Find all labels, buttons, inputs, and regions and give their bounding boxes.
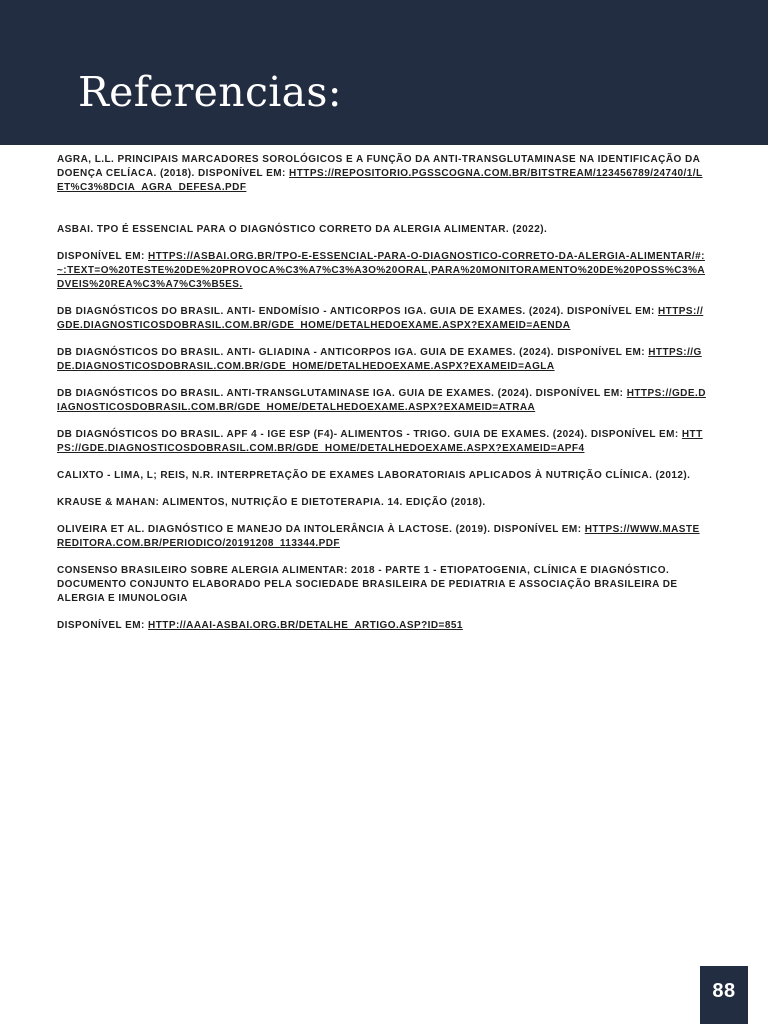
reference-text: ASBAI. TPO É ESSENCIAL PARA O DIAGNÓSTICO CORRETO DA ALERGIA ALIMENTAR. (2022).	[57, 224, 548, 235]
reference-item	[57, 223, 707, 237]
reference-item	[57, 305, 707, 333]
reference-text: DB DIAGNÓSTICOS DO BRASIL. ANTI- ENDOMÍSIO - ANTICORPOS IGA. GUIA DE EXAMES. (2024). DISPONÍVEL EM:	[57, 306, 655, 317]
page-number: 88	[700, 966, 748, 1024]
reference-link[interactable]: HTTPS://ASBAI.ORG.BR/TPO-E-ESSENCIAL-PARA-O-DIAGNOSTICO-CORRETO-DA-ALERGIA-ALIMENTAR/#:~:TEXT=O%20TESTE%20DE%20PROVOCA%C3%A7%C3%A3O%20ORAL,PARA%20MONITORAMENTO%20DE%20POSS%C3%ADVEIS%20REA%C3%A7%C3%B5ES.	[57, 251, 706, 290]
reference-text: DB DIAGNÓSTICOS DO BRASIL. ANTI-TRANSGLUTAMINASE IGA. GUIA DE EXAMES. (2024). DISPONÍVEL EM:	[57, 388, 624, 399]
reference-text: OLIVEIRA ET AL. DIAGNÓSTICO E MANEJO DA INTOLERÂNCIA À LACTOSE. (2019). DISPONÍVEL EM:	[57, 524, 582, 535]
header-band	[0, 0, 768, 145]
reference-text: DB DIAGNÓSTICOS DO BRASIL. APF 4 - IGE ESP (F4)- ALIMENTOS - TRIGO. GUIA DE EXAMES. (2024). DISPONÍVEL EM:	[57, 429, 679, 440]
reference-text: AGRA, L.L. PRINCIPAIS MARCADORES SOROLÓGICOS E A FUNÇÃO DA ANTI-TRANSGLUTAMINASE NA IDENTIFICAÇÃO DA DOENÇA CELÍACA. (2018). DISPONÍVEL EM:	[57, 154, 700, 179]
reference-text: CALIXTO - LIMA, L; REIS, N.R. INTERPRETAÇÃO DE EXAMES LABORATORIAIS APLICADOS À NUTRIÇÃO CLÍNICA. (2012).	[57, 470, 691, 481]
reference-item	[57, 469, 707, 483]
reference-link[interactable]: HTTP://AAAI-ASBAI.ORG.BR/DETALHE_ARTIGO.ASP?ID=851	[148, 620, 463, 631]
reference-list	[57, 153, 707, 633]
reference-item	[57, 387, 707, 415]
reference-item	[57, 619, 707, 633]
reference-text: DISPONÍVEL EM:	[57, 620, 149, 631]
reference-text: DB DIAGNÓSTICOS DO BRASIL. ANTI- GLIADINA - ANTICORPOS IGA. GUIA DE EXAMES. (2024). DISPONÍVEL EM:	[57, 347, 646, 358]
reference-link[interactable]: HTTPS://GDE.DIAGNOSTICOSDOBRASIL.COM.BR/GDE_HOME/DETALHEDOEXAME.ASPX?EXAMEID=ATRAA	[57, 388, 706, 413]
reference-link[interactable]: HTTPS://GDE.DIAGNOSTICOSDOBRASIL.COM.BR/GDE_HOME/DETALHEDOEXAME.ASPX?EXAMEID=AGLA	[57, 347, 702, 372]
reference-link[interactable]: HTTPS://REPOSITORIO.PGSSCOGNA.COM.BR/BITSTREAM/123456789/24740/1/LET%C3%8DCIA_AGRA_DEFESA.PDF	[57, 168, 703, 193]
reference-item	[57, 496, 707, 510]
reference-item	[57, 153, 707, 195]
reference-item	[57, 428, 707, 456]
reference-link[interactable]: HTTPS://GDE.DIAGNOSTICOSDOBRASIL.COM.BR/GDE_HOME/DETALHEDOEXAME.ASPX?EXAMEID=APF4	[57, 429, 703, 454]
page-title: Referencias:	[78, 68, 342, 116]
reference-text: DISPONÍVEL EM:	[57, 251, 145, 262]
reference-item	[57, 250, 707, 292]
reference-link[interactable]: HTTPS://WWW.MASTEREDITORA.COM.BR/PERIODICO/20191208_113344.PDF	[57, 524, 700, 549]
reference-text: KRAUSE & MAHAN: ALIMENTOS, NUTRIÇÃO E DIETOTERAPIA. 14. EDIÇÃO (2018).	[57, 497, 486, 508]
reference-item	[57, 346, 707, 374]
reference-item	[57, 523, 707, 551]
reference-link[interactable]: HTTPS://GDE.DIAGNOSTICOSDOBRASIL.COM.BR/GDE_HOME/DETALHEDOEXAME.ASPX?EXAMEID=AENDA	[57, 306, 704, 331]
reference-text: CONSENSO BRASILEIRO SOBRE ALERGIA ALIMENTAR: 2018 - PARTE 1 - ETIOPATOGENIA, CLÍNICA E DIAGNÓSTICO. DOCUMENTO CONJUNTO ELABORADO PELA SOCIEDADE BRASILEIRA DE PEDIATRIA E ASSOCIAÇÃO BRASILEIRA DE ALERGIA E IMUNOLOGIA	[57, 565, 678, 604]
reference-item	[57, 564, 707, 606]
